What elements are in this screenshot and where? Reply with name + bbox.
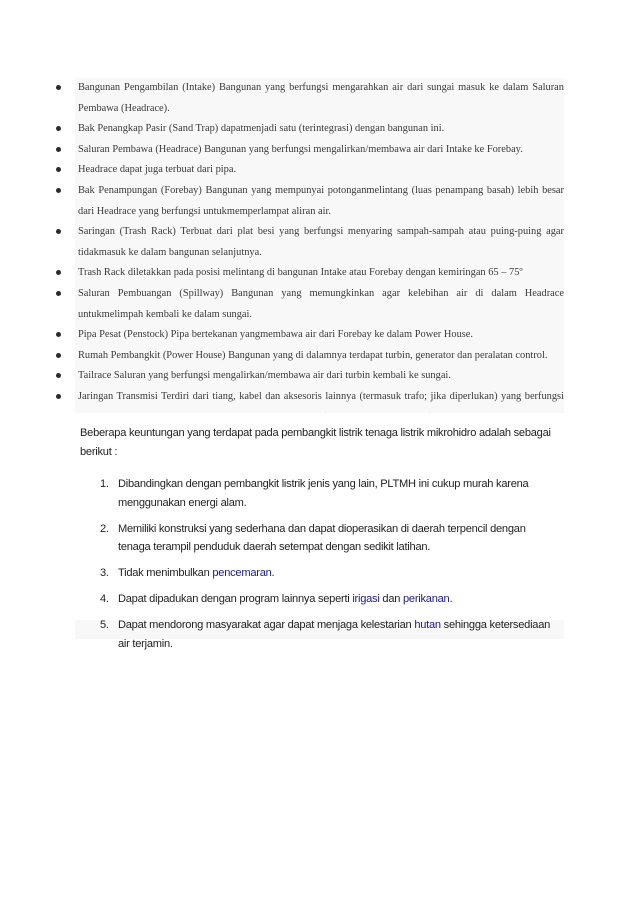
bullet-dot-icon <box>56 291 61 296</box>
item-text-post: . <box>271 567 275 580</box>
item-text-post: . <box>449 593 453 606</box>
item-number: 4. <box>100 593 109 606</box>
bullet-dot-icon <box>56 332 61 337</box>
advantages-intro: Beberapa keuntungan yang terdapat pada pembangkit listrik tenaga listrik mikrohidro adalah sebagai berikut : <box>80 427 551 458</box>
component-bullet-list <box>56 78 564 428</box>
item-text-pre: Dapat mendorong masyarakat agar dapat menjaga kelestarian <box>118 618 415 631</box>
link-pencemaran[interactable]: pencemaran <box>212 567 272 580</box>
list-item <box>96 564 558 583</box>
bullet-dot-icon <box>56 229 61 234</box>
list-item: Headrace dapat juga terbuat dari pipa. <box>56 160 564 181</box>
item-text: Memiliki konstruksi yang sederhana dan dapat dioperasikan di daerah terpencil dengan tenaga terampil penduduk daerah setempat dengan sedikit latihan. <box>118 522 526 554</box>
bullet-dot-icon <box>56 167 61 172</box>
advantages-list <box>96 475 558 661</box>
list-item: Rumah Pembangkit (Power House) Bangunan yang di dalamnya terdapat turbin, generator dan peralatan control. <box>56 346 564 367</box>
list-item <box>96 590 558 609</box>
list-item: Bak Penangkap Pasir (Sand Trap) dapatmenjadi satu (terintegrasi) dengan bangunan ini. <box>56 119 564 140</box>
list-item: Pipa Pesat (Penstock) Pipa bertekanan yangmembawa air dari Forebay ke dalam Power House. <box>56 325 564 346</box>
link-perikanan[interactable]: perikanan <box>403 593 450 606</box>
bullet-dot-icon <box>56 353 61 358</box>
list-item: Saringan (Trash Rack) Terbuat dari plat besi yang berfungsi menyaring sampah-sampah atau puing-puing agar tidakmasuk ke dalam bangunan selanjutnya. <box>56 222 564 263</box>
bullet-dot-icon <box>56 373 61 378</box>
link-hutan[interactable]: hutan <box>414 618 441 631</box>
list-item: Bangunan Pengambilan (Intake) Bangunan yang berfungsi mengarahkan air dari sungai masuk ke dalam Saluran Pembawa (Headrace). <box>56 78 564 119</box>
item-text-post: sehingga ketersediaan air terjamin. <box>118 618 551 650</box>
item-number: 2. <box>100 522 109 535</box>
list-item <box>96 475 558 512</box>
bullet-dot-icon <box>56 394 61 399</box>
item-number: 1. <box>100 478 109 490</box>
list-item <box>96 616 558 653</box>
list-item: Saluran Pembawa (Headrace) Bangunan yang berfungsi mengalirkan/membawa air dari Intake ke Forebay. <box>56 140 564 161</box>
item-text-pre: Dapat dipadukan dengan program lainnya seperti <box>118 593 353 606</box>
item-text-pre: Tidak menimbulkan <box>118 567 213 580</box>
list-item <box>96 520 558 557</box>
bullet-dot-icon <box>56 147 61 152</box>
list-item: Trash Rack diletakkan pada posisi melintang di bangunan Intake atau Forebay dengan kemiringan 65 – 75º <box>56 263 564 284</box>
list-item: Saluran Pembuangan (Spillway) Bangunan yang memungkinkan agar kelebihan air di dalam Headrace untukmelimpah kembali ke dalam sungai. <box>56 284 564 325</box>
bullet-dot-icon <box>56 188 61 193</box>
list-item: Tailrace Saluran yang berfungsi mengalirkan/membawa air dari turbin kembali ke sungai. <box>56 366 564 387</box>
list-item: Bak Penampungan (Forebay) Bangunan yang mempunyai potonganmelintang (luas penampang basah) lebih besar dari Headrace yang berfungsi untukmemperlampat aliran air. <box>56 181 564 222</box>
list-item: Jaringan Transmisi Terdiri dari tiang, kabel dan aksesoris lainnya (termasuk trafo; jika diperlukan) yang berfungsi <box>56 387 564 428</box>
item-number: 5. <box>100 618 109 631</box>
bullet-dot-icon <box>56 85 61 90</box>
bullet-dot-icon <box>56 126 61 131</box>
item-text-mid: dan <box>379 593 403 606</box>
bullet-dot-icon <box>56 270 61 275</box>
link-irigasi[interactable]: irigasi <box>352 593 380 606</box>
item-number: 3. <box>100 567 109 580</box>
item-text: Dibandingkan dengan pembangkit listrik jenis yang lain, PLTMH ini cukup murah karena menggunakan energi alam. <box>118 478 529 509</box>
